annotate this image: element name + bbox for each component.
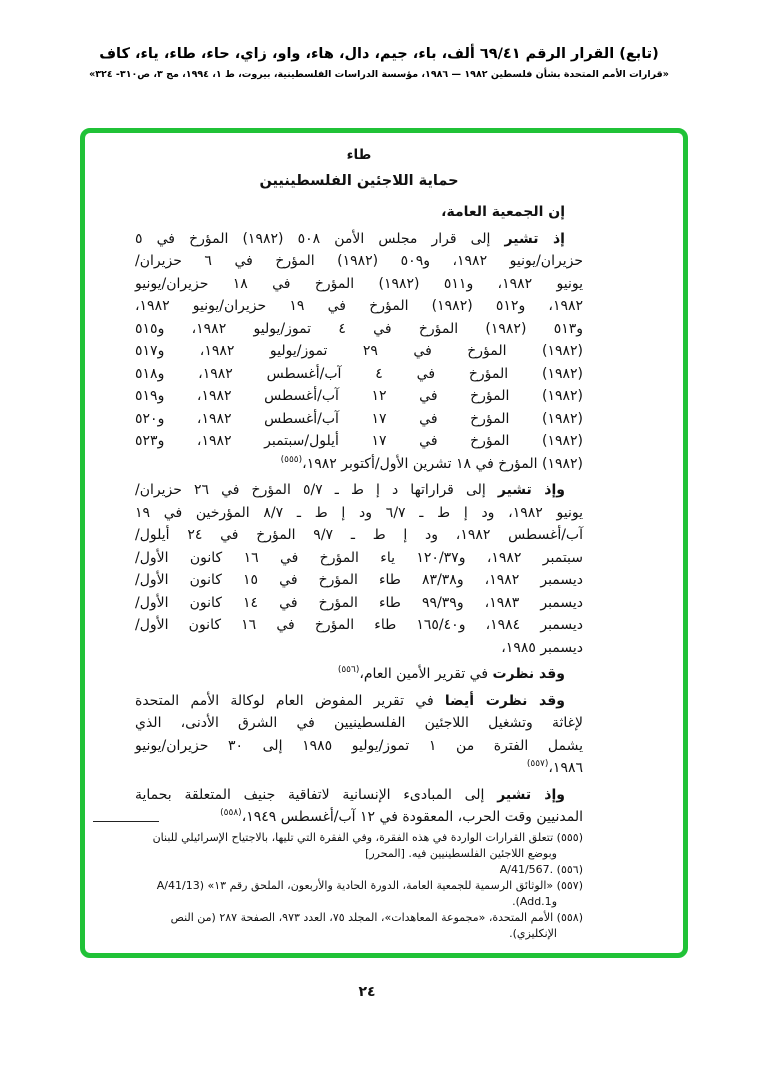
- body-line: [135, 385, 583, 408]
- body-line: [135, 228, 583, 251]
- text-segment: (١٩٨٢) المؤرخ في ٢٩ تموز/يوليو ١٩٨٢، و٥١٧: [135, 343, 584, 359]
- footnote-ref-superscript: (٥٥٥): [280, 454, 303, 465]
- paragraph: [135, 784, 583, 829]
- content-box: [80, 128, 688, 958]
- paragraph: [135, 228, 583, 476]
- body-line: [135, 453, 583, 476]
- page-number: ٢٤: [358, 984, 376, 1000]
- footnote-ref: (٥٥٥): [553, 830, 583, 844]
- body-line: [135, 592, 583, 615]
- paragraph: [135, 690, 583, 780]
- footnote-separator: [93, 821, 159, 822]
- text-segment: في تقرير المفوض العام لوكالة الأمم المتحدة: [135, 692, 445, 709]
- text-segment: المدنيين وقت الحرب، المعقودة في ١٢ آب/أغسطس ١٩٤٩،: [241, 809, 583, 825]
- text-segment: يونيو ١٩٨٢، و٥١١ (١٩٨٢) المؤرخ في ١٨ حزيران/يونيو: [135, 275, 583, 292]
- footnote-item: [135, 862, 583, 878]
- text-segment: (١٩٨٢) المؤرخ في ١٨ تشرين الأول/أكتوبر ١٩٨٢،: [302, 455, 583, 472]
- body-line: [135, 250, 583, 273]
- body-line: [135, 430, 583, 453]
- body-line: [135, 295, 583, 318]
- footnote-text: تتعلق القرارات الواردة في هذه الفقرة، وفي الفقرة التي تليها، بالاجتياح الإسرائيلي للبنان وبوضع اللاجئين الفلسطينيين فيه. [المحرر]: [152, 830, 557, 860]
- text-segment: إن الجمعية العامة،: [441, 204, 565, 220]
- body-line: [135, 318, 583, 341]
- text-segment: وقد نظرت أيضا: [444, 692, 566, 709]
- body-line: [135, 614, 583, 637]
- text-segment: ١٩٨٢، و٥١٢ (١٩٨٢) المؤرخ في ١٩ حزيران/يونيو ١٩٨٢،: [135, 298, 584, 314]
- footnote-text: A/41/567.‎: [499, 862, 554, 876]
- text-segment: ديسمبر ١٩٨٤، و١٦٥/٤٠ طاء المؤرخ في ١٦ كانون الأول/: [135, 617, 584, 633]
- body-line: [135, 735, 583, 758]
- text-segment: في تقرير الأمين العام،: [359, 666, 493, 682]
- footnote-item: [135, 830, 583, 862]
- body-line: [135, 340, 583, 363]
- footnote-item: [135, 910, 583, 942]
- text-segment: (١٩٨٢) المؤرخ في ٤ آب/أغسطس ١٩٨٢، و٥١٨: [135, 365, 583, 382]
- text-segment: (١٩٨٢) المؤرخ في ١٢ آب/أغسطس ١٩٨٢، و٥١٩: [135, 388, 583, 404]
- body-line: [135, 757, 583, 780]
- text-segment: و٥١٣ (١٩٨٢) المؤرخ في ٤ تموز/يوليو ١٩٨٢، و٥١٥: [135, 320, 584, 337]
- text-segment: إذ تشير: [504, 230, 565, 247]
- footnotes: [135, 830, 583, 942]
- paragraph: [135, 663, 583, 686]
- text-segment: يشمل الفترة من ١ تموز/يوليو ١٩٨٥ إلى ٣٠ حزيران/يونيو: [135, 737, 583, 754]
- body-line: [135, 363, 583, 386]
- body-line: [135, 273, 583, 296]
- footnote-ref: (٥٥٧): [553, 878, 583, 892]
- header-source-line: «قرارات الأمم المتحدة بشأن فلسطين ١٩٨٢ — ١٩٨٦، مؤسسة الدراسات الفلسطينية، بيروت، ط ١، ١٩٩٤، مج ٣، ص٣١٠- ٣٢٤»: [89, 69, 669, 80]
- body-line: [135, 663, 583, 686]
- body-line: [135, 569, 583, 592]
- paragraph: [135, 201, 583, 224]
- text-segment: ديسمبر ١٩٨٥،: [501, 639, 583, 656]
- text-segment: آب/أغسطس ١٩٨٢، ود إ ط ـ ٩/٧ المؤرخ في ٢٤ أيلول/: [135, 527, 583, 543]
- footnote-ref-superscript: (٥٥٧): [526, 759, 549, 769]
- section-title: حماية اللاجئين الفلسطينيين: [259, 173, 459, 189]
- header-title: (تابع) القرار الرقم ٦٩/٤١ ألف، باء، جيم، دال، هاء، واو، زاي، حاء، طاء، ياء، كاف: [99, 46, 659, 62]
- body-line: [135, 502, 583, 525]
- document-header: [0, 0, 758, 80]
- footnote-text: الأمم المتحدة، «مجموعة المعاهدات»، المجلد ٧٥، العدد ٩٧٣، الصفحة ٢٨٧ (من النص الإنكليزي).: [170, 910, 557, 940]
- text-segment: ١٩٨٦،: [548, 760, 583, 776]
- text-segment: إلى قرار مجلس الأمن ٥٠٨ (١٩٨٢) المؤرخ في ٥: [135, 230, 505, 247]
- text-segment: إلى قراراتها د إ ط ـ ٥/٧ المؤرخ في ٢٦ حزيران/: [135, 482, 498, 498]
- body-line: [135, 806, 583, 829]
- paragraph: [135, 479, 583, 659]
- text-segment: وإذ تشير: [497, 786, 565, 803]
- section-letter: طاء: [346, 147, 372, 163]
- text-segment: وإذ تشير: [497, 482, 565, 498]
- body-paragraphs: [135, 201, 583, 829]
- text-segment: ديسمبر ١٩٨٣، و٩٩/٣٩ طاء المؤرخ في ١٤ كانون الأول/: [135, 594, 584, 611]
- text-segment: (١٩٨٢) المؤرخ في ١٧ أيلول/سبتمبر ١٩٨٢، و٥٢٣: [135, 433, 583, 449]
- body-line: [135, 479, 583, 502]
- body-line: [135, 712, 583, 735]
- text-segment: يونيو ١٩٨٢، ود إ ط ـ ٦/٧ ود إ ط ـ ٨/٧ المؤرخين في ١٩: [135, 504, 584, 521]
- text-segment: ديسمبر ١٩٨٢، و٨٣/٣٨ طاء المؤرخ في ١٥ كانون الأول/: [135, 572, 584, 588]
- body-line: [135, 637, 583, 660]
- body-line: [135, 524, 583, 547]
- text-segment: سبتمبر ١٩٨٢، و١٢٠/٣٧ ياء المؤرخ في ١٦ كانون الأول/: [135, 549, 584, 566]
- body-line: [135, 784, 583, 807]
- footnote-ref-superscript: (٥٥٦): [337, 665, 360, 675]
- footnote-item: [135, 878, 583, 910]
- text-segment: إلى المبادىء الإنسانية لاتفاقية جنيف المتعلقة بحماية: [135, 786, 498, 803]
- footnote-ref: (٥٥٦): [553, 862, 583, 876]
- body-line: [135, 408, 583, 431]
- text-segment: لإغاثة وتشغيل اللاجئين الفلسطينيين في الشرق الأدنى، الذي: [135, 715, 583, 731]
- footnote-ref: (٥٥٨): [553, 910, 583, 924]
- body-line: [135, 201, 583, 224]
- body-line: [135, 690, 583, 713]
- footnote-text: «الوثائق الرسمية للجمعية العامة، الدورة الحادية والأربعون، الملحق رقم ١٣» (A/41/13 وAdd.1).: [156, 878, 557, 908]
- text-segment: وقد نظرت: [492, 666, 565, 682]
- text-segment: (١٩٨٢) المؤرخ في ١٧ آب/أغسطس ١٩٨٢، و٥٢٠: [135, 410, 583, 427]
- body-line: [135, 547, 583, 570]
- text-segment: حزيران/يونيو ١٩٨٢، و٥٠٩ (١٩٨٢) المؤرخ في ٦ حزيران/: [135, 253, 583, 269]
- footnote-ref-superscript: (٥٥٨): [220, 808, 242, 818]
